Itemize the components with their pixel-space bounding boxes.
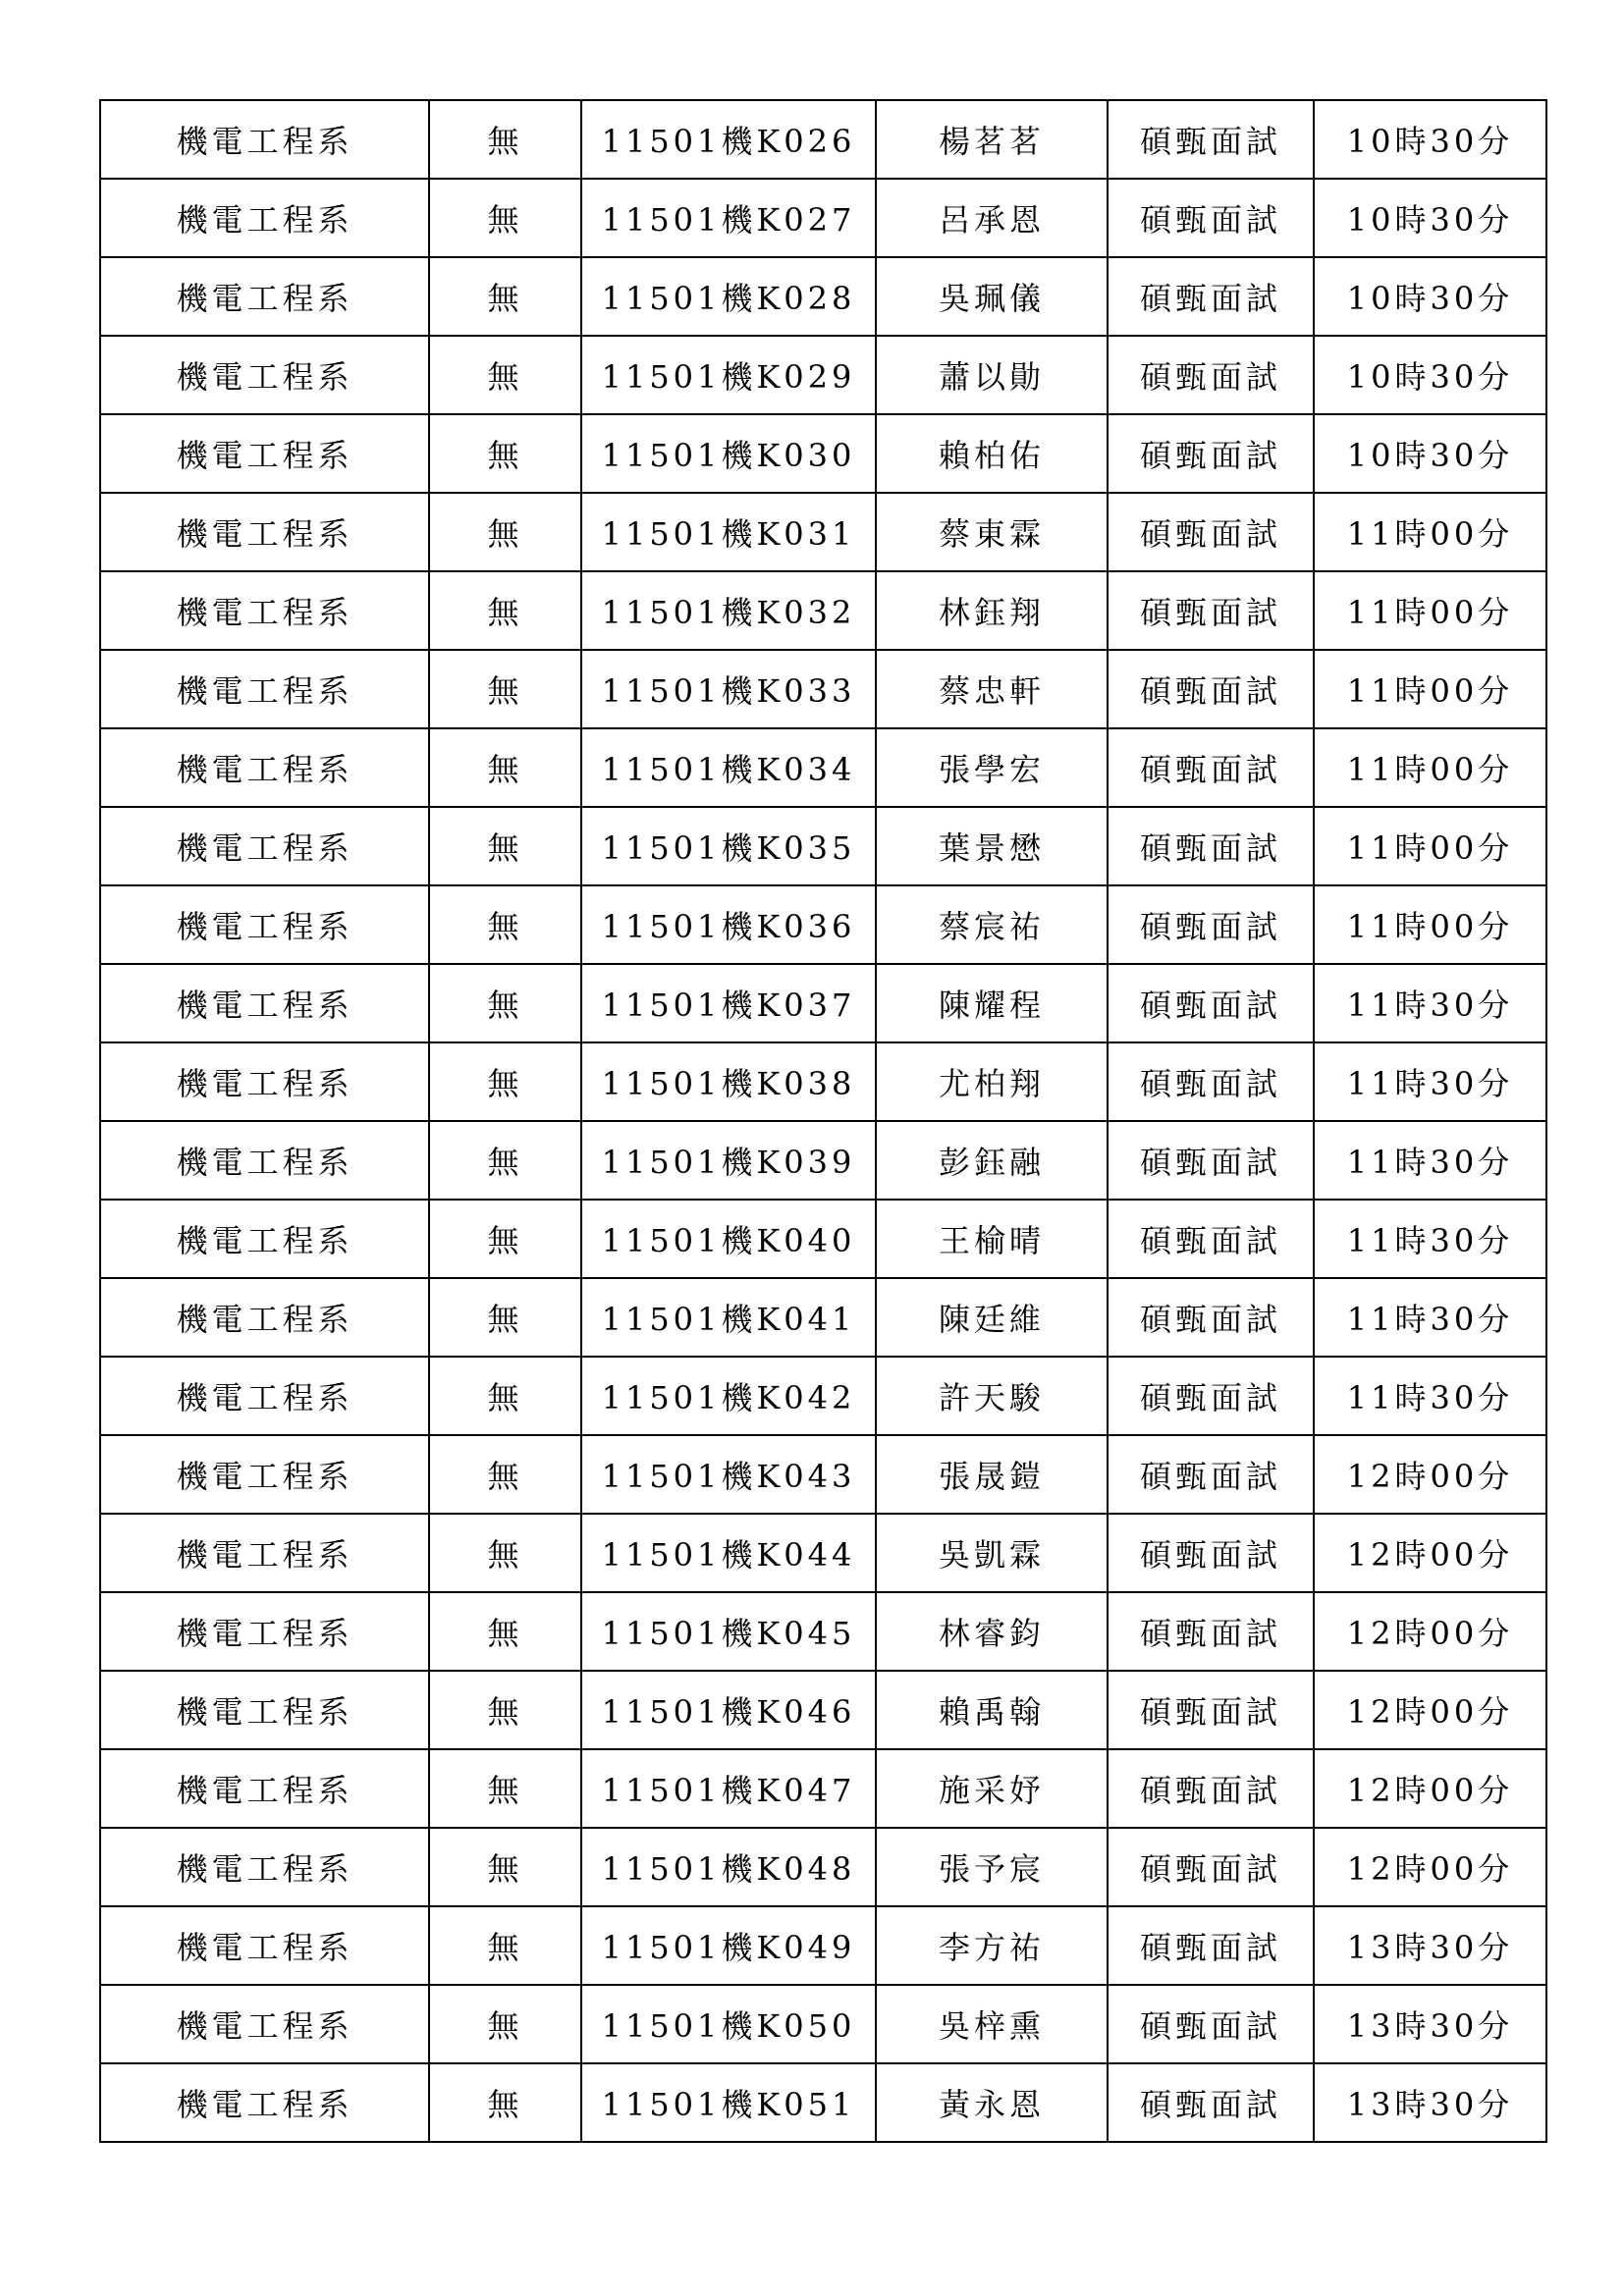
exam-type-cell: 碩甄面試 <box>1108 179 1314 257</box>
table-row <box>100 1985 1546 2063</box>
table-row <box>100 1592 1546 1671</box>
table-row <box>100 964 1546 1042</box>
interview-time-cell: 11時30分 <box>1314 1357 1546 1435</box>
applicant-id-cell: 11501機K046 <box>581 1671 876 1749</box>
table-row <box>100 571 1546 650</box>
applicant-name-cell: 張予宸 <box>876 1828 1108 1906</box>
applicant-name-cell: 蔡東霖 <box>876 493 1108 571</box>
note-cell: 無 <box>429 1042 581 1121</box>
exam-type-cell: 碩甄面試 <box>1108 885 1314 964</box>
note-cell: 無 <box>429 1278 581 1357</box>
exam-type-cell: 碩甄面試 <box>1108 2063 1314 2142</box>
note-cell: 無 <box>429 414 581 493</box>
table-row <box>100 100 1546 179</box>
department-cell: 機電工程系 <box>100 100 429 179</box>
exam-type-cell: 碩甄面試 <box>1108 1357 1314 1435</box>
department-cell: 機電工程系 <box>100 728 429 807</box>
interview-time-cell: 13時30分 <box>1314 1906 1546 1985</box>
applicant-id-cell: 11501機K042 <box>581 1357 876 1435</box>
applicant-name-cell: 蔡忠軒 <box>876 650 1108 728</box>
applicant-id-cell: 11501機K031 <box>581 493 876 571</box>
table-row <box>100 1749 1546 1828</box>
applicant-name-cell: 葉景懋 <box>876 807 1108 885</box>
applicant-id-cell: 11501機K040 <box>581 1200 876 1278</box>
interview-time-cell: 12時00分 <box>1314 1514 1546 1592</box>
table-row <box>100 807 1546 885</box>
interview-time-cell: 11時00分 <box>1314 885 1546 964</box>
applicant-id-cell: 11501機K036 <box>581 885 876 964</box>
note-cell: 無 <box>429 571 581 650</box>
applicant-name-cell: 許天駿 <box>876 1357 1108 1435</box>
applicant-name-cell: 林睿鈞 <box>876 1592 1108 1671</box>
applicant-id-cell: 11501機K043 <box>581 1435 876 1514</box>
interview-time-cell: 12時00分 <box>1314 1828 1546 1906</box>
interview-time-cell: 11時30分 <box>1314 964 1546 1042</box>
department-cell: 機電工程系 <box>100 571 429 650</box>
applicant-id-cell: 11501機K047 <box>581 1749 876 1828</box>
applicant-name-cell: 蔡宸祐 <box>876 885 1108 964</box>
department-cell: 機電工程系 <box>100 1121 429 1200</box>
table-row <box>100 1828 1546 1906</box>
applicant-id-cell: 11501機K028 <box>581 257 876 336</box>
applicant-id-cell: 11501機K045 <box>581 1592 876 1671</box>
department-cell: 機電工程系 <box>100 885 429 964</box>
exam-type-cell: 碩甄面試 <box>1108 1121 1314 1200</box>
interview-time-cell: 11時00分 <box>1314 728 1546 807</box>
department-cell: 機電工程系 <box>100 1828 429 1906</box>
department-cell: 機電工程系 <box>100 1985 429 2063</box>
department-cell: 機電工程系 <box>100 257 429 336</box>
interview-time-cell: 12時00分 <box>1314 1749 1546 1828</box>
interview-time-cell: 11時00分 <box>1314 807 1546 885</box>
note-cell: 無 <box>429 885 581 964</box>
note-cell: 無 <box>429 1749 581 1828</box>
exam-type-cell: 碩甄面試 <box>1108 650 1314 728</box>
department-cell: 機電工程系 <box>100 179 429 257</box>
applicant-name-cell: 彭鈺融 <box>876 1121 1108 1200</box>
note-cell: 無 <box>429 1200 581 1278</box>
applicant-id-cell: 11501機K038 <box>581 1042 876 1121</box>
applicant-name-cell: 楊茗茗 <box>876 100 1108 179</box>
note-cell: 無 <box>429 2063 581 2142</box>
department-cell: 機電工程系 <box>100 1357 429 1435</box>
note-cell: 無 <box>429 1357 581 1435</box>
note-cell: 無 <box>429 257 581 336</box>
exam-type-cell: 碩甄面試 <box>1108 1749 1314 1828</box>
applicant-id-cell: 11501機K037 <box>581 964 876 1042</box>
applicant-name-cell: 陳廷維 <box>876 1278 1108 1357</box>
exam-type-cell: 碩甄面試 <box>1108 493 1314 571</box>
note-cell: 無 <box>429 1985 581 2063</box>
applicant-name-cell: 林鈺翔 <box>876 571 1108 650</box>
note-cell: 無 <box>429 728 581 807</box>
note-cell: 無 <box>429 336 581 414</box>
note-cell: 無 <box>429 807 581 885</box>
interview-time-cell: 12時00分 <box>1314 1435 1546 1514</box>
exam-type-cell: 碩甄面試 <box>1108 1200 1314 1278</box>
exam-type-cell: 碩甄面試 <box>1108 1435 1314 1514</box>
note-cell: 無 <box>429 1435 581 1514</box>
interview-time-cell: 11時30分 <box>1314 1278 1546 1357</box>
interview-time-cell: 12時00分 <box>1314 1671 1546 1749</box>
note-cell: 無 <box>429 650 581 728</box>
table-row <box>100 1671 1546 1749</box>
applicant-name-cell: 陳耀程 <box>876 964 1108 1042</box>
applicant-name-cell: 吳梓熏 <box>876 1985 1108 2063</box>
exam-type-cell: 碩甄面試 <box>1108 1828 1314 1906</box>
department-cell: 機電工程系 <box>100 493 429 571</box>
interview-time-cell: 11時30分 <box>1314 1200 1546 1278</box>
applicant-name-cell: 呂承恩 <box>876 179 1108 257</box>
exam-type-cell: 碩甄面試 <box>1108 728 1314 807</box>
table-row <box>100 257 1546 336</box>
applicant-name-cell: 王榆晴 <box>876 1200 1108 1278</box>
table-row <box>100 2063 1546 2142</box>
table-row <box>100 1121 1546 1200</box>
table-row <box>100 1435 1546 1514</box>
note-cell: 無 <box>429 1828 581 1906</box>
exam-type-cell: 碩甄面試 <box>1108 1278 1314 1357</box>
department-cell: 機電工程系 <box>100 1514 429 1592</box>
department-cell: 機電工程系 <box>100 1906 429 1985</box>
applicant-id-cell: 11501機K035 <box>581 807 876 885</box>
department-cell: 機電工程系 <box>100 1749 429 1828</box>
applicant-name-cell: 施采妤 <box>876 1749 1108 1828</box>
department-cell: 機電工程系 <box>100 1671 429 1749</box>
table-row <box>100 1357 1546 1435</box>
note-cell: 無 <box>429 179 581 257</box>
applicant-name-cell: 張學宏 <box>876 728 1108 807</box>
interview-time-cell: 10時30分 <box>1314 100 1546 179</box>
department-cell: 機電工程系 <box>100 1435 429 1514</box>
department-cell: 機電工程系 <box>100 1592 429 1671</box>
interview-time-cell: 12時00分 <box>1314 1592 1546 1671</box>
applicant-id-cell: 11501機K030 <box>581 414 876 493</box>
applicant-id-cell: 11501機K051 <box>581 2063 876 2142</box>
applicant-name-cell: 吳凱霖 <box>876 1514 1108 1592</box>
note-cell: 無 <box>429 493 581 571</box>
exam-type-cell: 碩甄面試 <box>1108 336 1314 414</box>
applicant-name-cell: 張晟鎧 <box>876 1435 1108 1514</box>
applicant-id-cell: 11501機K041 <box>581 1278 876 1357</box>
note-cell: 無 <box>429 1906 581 1985</box>
interview-time-cell: 10時30分 <box>1314 257 1546 336</box>
applicant-id-cell: 11501機K050 <box>581 1985 876 2063</box>
table-row <box>100 728 1546 807</box>
applicant-id-cell: 11501機K032 <box>581 571 876 650</box>
table-body <box>100 100 1546 2142</box>
exam-type-cell: 碩甄面試 <box>1108 1985 1314 2063</box>
department-cell: 機電工程系 <box>100 414 429 493</box>
note-cell: 無 <box>429 1592 581 1671</box>
interview-time-cell: 11時00分 <box>1314 493 1546 571</box>
applicant-id-cell: 11501機K029 <box>581 336 876 414</box>
interview-time-cell: 10時30分 <box>1314 179 1546 257</box>
interview-time-cell: 13時30分 <box>1314 2063 1546 2142</box>
exam-type-cell: 碩甄面試 <box>1108 1514 1314 1592</box>
table-row <box>100 414 1546 493</box>
department-cell: 機電工程系 <box>100 1278 429 1357</box>
table-row <box>100 1514 1546 1592</box>
table-row <box>100 336 1546 414</box>
interview-time-cell: 11時00分 <box>1314 650 1546 728</box>
interview-time-cell: 11時30分 <box>1314 1042 1546 1121</box>
applicant-name-cell: 黃永恩 <box>876 2063 1108 2142</box>
exam-type-cell: 碩甄面試 <box>1108 100 1314 179</box>
table-row <box>100 1200 1546 1278</box>
note-cell: 無 <box>429 1514 581 1592</box>
interview-time-cell: 11時30分 <box>1314 1121 1546 1200</box>
document-page <box>99 99 1545 2143</box>
exam-type-cell: 碩甄面試 <box>1108 807 1314 885</box>
applicant-name-cell: 尤柏翔 <box>876 1042 1108 1121</box>
table-row <box>100 650 1546 728</box>
department-cell: 機電工程系 <box>100 1200 429 1278</box>
department-cell: 機電工程系 <box>100 2063 429 2142</box>
exam-type-cell: 碩甄面試 <box>1108 964 1314 1042</box>
interview-time-cell: 10時30分 <box>1314 414 1546 493</box>
table-row <box>100 885 1546 964</box>
interview-time-cell: 13時30分 <box>1314 1985 1546 2063</box>
table-row <box>100 1906 1546 1985</box>
applicant-name-cell: 吳珮儀 <box>876 257 1108 336</box>
exam-type-cell: 碩甄面試 <box>1108 257 1314 336</box>
applicant-id-cell: 11501機K026 <box>581 100 876 179</box>
exam-type-cell: 碩甄面試 <box>1108 1671 1314 1749</box>
note-cell: 無 <box>429 100 581 179</box>
table-row <box>100 179 1546 257</box>
note-cell: 無 <box>429 1121 581 1200</box>
department-cell: 機電工程系 <box>100 650 429 728</box>
interview-time-cell: 10時30分 <box>1314 336 1546 414</box>
exam-type-cell: 碩甄面試 <box>1108 1592 1314 1671</box>
applicant-id-cell: 11501機K034 <box>581 728 876 807</box>
applicant-name-cell: 蕭以勛 <box>876 336 1108 414</box>
department-cell: 機電工程系 <box>100 964 429 1042</box>
exam-type-cell: 碩甄面試 <box>1108 414 1314 493</box>
exam-type-cell: 碩甄面試 <box>1108 1042 1314 1121</box>
department-cell: 機電工程系 <box>100 1042 429 1121</box>
interview-time-cell: 11時00分 <box>1314 571 1546 650</box>
applicant-id-cell: 11501機K049 <box>581 1906 876 1985</box>
table-row <box>100 1042 1546 1121</box>
table-row <box>100 1278 1546 1357</box>
applicant-name-cell: 李方祐 <box>876 1906 1108 1985</box>
applicant-id-cell: 11501機K048 <box>581 1828 876 1906</box>
applicant-name-cell: 賴柏佑 <box>876 414 1108 493</box>
department-cell: 機電工程系 <box>100 336 429 414</box>
interview-schedule-table <box>99 99 1547 2143</box>
applicant-id-cell: 11501機K033 <box>581 650 876 728</box>
applicant-id-cell: 11501機K044 <box>581 1514 876 1592</box>
note-cell: 無 <box>429 1671 581 1749</box>
applicant-id-cell: 11501機K039 <box>581 1121 876 1200</box>
department-cell: 機電工程系 <box>100 807 429 885</box>
applicant-name-cell: 賴禹翰 <box>876 1671 1108 1749</box>
note-cell: 無 <box>429 964 581 1042</box>
table-row <box>100 493 1546 571</box>
exam-type-cell: 碩甄面試 <box>1108 1906 1314 1985</box>
applicant-id-cell: 11501機K027 <box>581 179 876 257</box>
exam-type-cell: 碩甄面試 <box>1108 571 1314 650</box>
